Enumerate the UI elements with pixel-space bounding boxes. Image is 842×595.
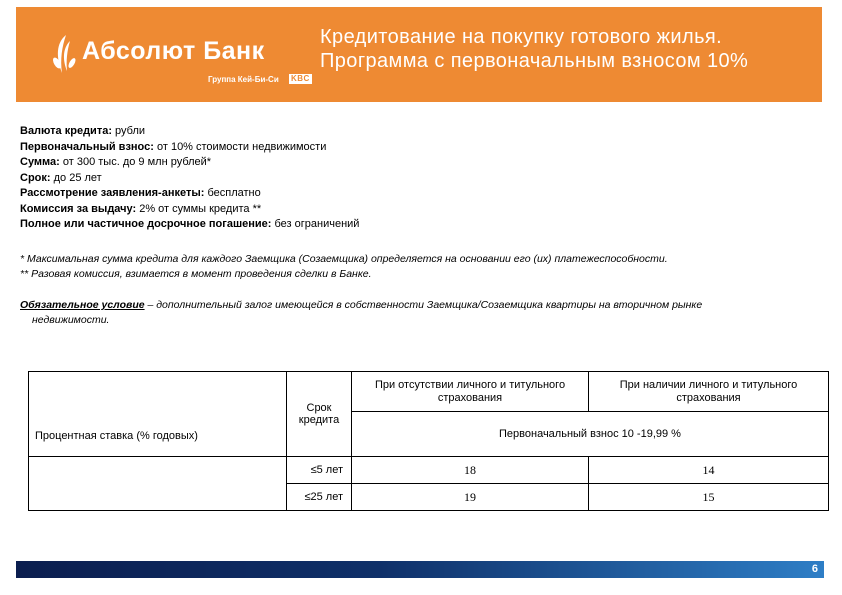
term-value: ≤5 лет (287, 457, 352, 484)
bank-logo (50, 33, 310, 93)
param-value: до 25 лет (50, 171, 102, 184)
table-row (29, 372, 829, 412)
col-with-insurance: При наличии личного и титульного страхования (589, 372, 829, 412)
param-label: Первоначальный взнос: (20, 140, 154, 153)
rate-without: 18 (352, 457, 589, 484)
header-banner (16, 7, 822, 102)
param-row (20, 155, 359, 171)
param-value: бесплатно (204, 187, 261, 199)
param-row (20, 202, 359, 218)
kbc-mark: KBC (291, 74, 310, 83)
rate-table (28, 371, 829, 511)
param-label: Срок: (20, 171, 51, 184)
param-label: Валюта кредита: (20, 125, 112, 137)
rate-without: 19 (352, 484, 589, 511)
table-row (29, 457, 829, 484)
param-value: без ограничений (271, 218, 360, 230)
condition-label: Обязательное условие (20, 299, 145, 311)
param-value: от 300 тыс. до 9 млн рублей* (59, 156, 212, 168)
condition-text: – дополнительный залог имеющейся в собственности Заемщика/Созаемщика квартиры на вторичном рынке (144, 299, 703, 311)
mandatory-condition (20, 298, 824, 328)
param-value: от 10% стоимости недвижимости (153, 140, 327, 153)
param-row (20, 217, 359, 233)
footnotes (20, 252, 668, 282)
page-title: Кредитование на покупку готового жилья. Программа с первоначальным взносом 10% (320, 26, 749, 72)
param-row (20, 186, 359, 202)
param-row (20, 171, 359, 187)
rate-with: 15 (589, 484, 829, 511)
param-label: Рассмотрение заявления-анкеты: (20, 187, 205, 199)
param-label: Комиссия за выдачу: (20, 202, 137, 215)
param-value: 2% от суммы кредита ** (136, 202, 262, 215)
loan-params (20, 124, 359, 233)
param-row (20, 124, 359, 140)
col-without-insurance: При отсутствии личного и титульного страхования (352, 372, 589, 412)
param-row (20, 140, 359, 156)
footnote: * Максимальная сумма кредита для каждого Заемщика (Созаемщика) определяется на основании его (их) платежеспособности. (20, 253, 668, 265)
bank-name: Абсолют Банк (82, 37, 265, 65)
rate-with: 14 (589, 457, 829, 484)
term-header: Срок кредита (287, 372, 352, 457)
bank-group: Группа Кей-Би-Си (208, 75, 279, 84)
page-number: 6 (811, 563, 818, 575)
term-value: ≤25 лет (287, 484, 352, 511)
condition-text-cont: недвижимости. (32, 314, 110, 326)
param-label: Сумма: (20, 156, 60, 168)
param-label: Полное или частичное досрочное погашение: (20, 218, 272, 230)
footnote: ** Разовая комиссия, взимается в момент проведения сделки в Банке. (20, 268, 372, 280)
empty-cell (29, 457, 287, 511)
param-value: рубли (112, 125, 146, 137)
wheat-logo-icon (50, 33, 80, 75)
down-payment-subheader: Первоначальный взнос 10 -19,99 % (352, 412, 829, 457)
footer-bar (16, 561, 824, 578)
rate-row-label: Процентная ставка (% годовых) (29, 372, 287, 457)
